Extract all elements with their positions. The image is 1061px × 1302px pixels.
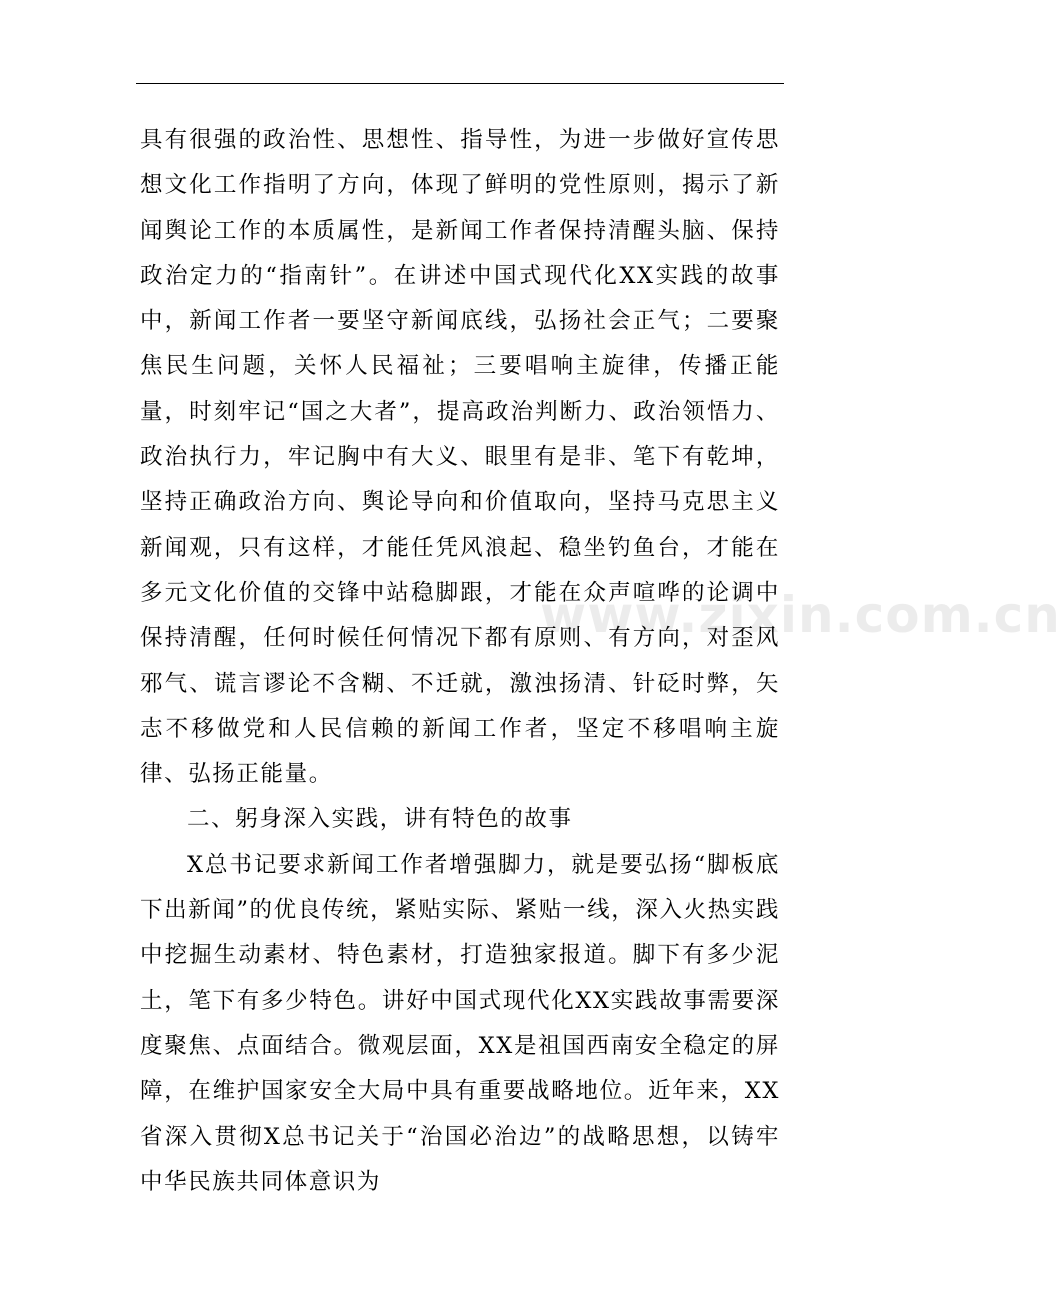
watermark: www.zixin.com.cn: [540, 586, 1061, 644]
paragraph-continuation: 具有很强的政治性、思想性、指导性，为进一步做好宣传思想文化工作指明了方向，体现了鲜明的党性原则，揭示了新闻舆论工作的本质属性，是新闻工作者保持清醒头脑、保持政治定力的“指南针”。在讲述中国式现代化XX实践的故事中，新闻工作者一要坚守新闻底线，弘扬社会正气；二要聚焦民生问题，关怀人民福祉；三要唱响主旋律，传播正能量，时刻牢记“国之大者”，提高政治判断力、政治领悟力、政治执行力，牢记胸中有大义、眼里有是非、笔下有乾坤，坚持正确政治方向、舆论导向和价值取向，坚持马克思主义新闻观，只有这样，才能任凭风浪起、稳坐钓鱼台，才能在多元文化价值的交锋中站稳脚跟，才能在众声喧哗的论调中保持清醒，任何时候任何情况下都有原则、有方向，对歪风邪气、谎言谬论不含糊、不迁就，激浊扬清、针砭时弊，矢志不移做党和人民信赖的新闻工作者，坚定不移唱响主旋律、弘扬正能量。: [140, 127, 780, 788]
paragraph-body: X总书记要求新闻工作者增强脚力，就是要弘扬“脚板底下出新闻”的优良传统，紧贴实际、紧贴一线，深入火热实践中挖掘生动素材、特色素材，打造独家报道。脚下有多少泥土，笔下有多少特色。讲好中国式现代化XX实践故事需要深度聚焦、点面结合。微观层面，XX是祖国西南安全稳定的屏障，在维护国家安全大局中具有重要战略地位。近年来，XX省深入贯彻X总书记关于“治国必治边”的战略思想，以铸牢中华民族共同体意识为: [140, 851, 780, 1195]
document-body: [140, 118, 780, 1205]
header-rule: [136, 83, 784, 84]
section-heading: 二、躬身深入实践，讲有特色的故事: [187, 806, 573, 833]
